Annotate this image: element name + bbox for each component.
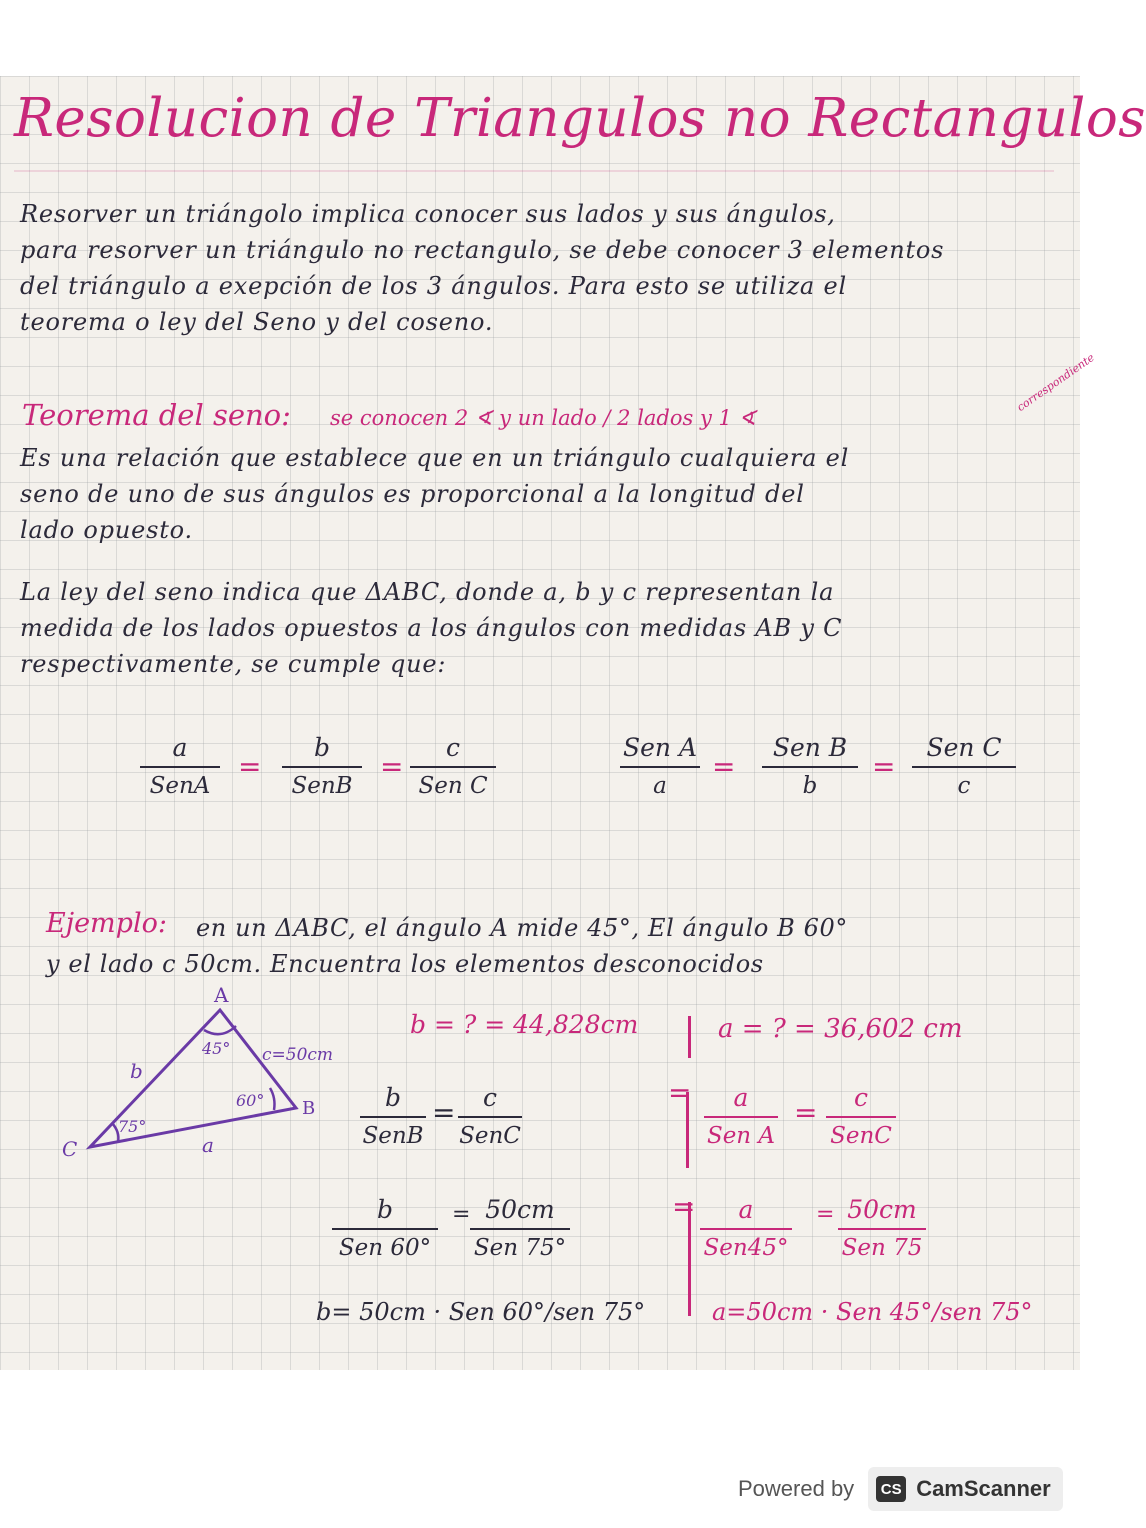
denominator: Sen 75°: [473, 1235, 567, 1261]
example-heading: Ejemplo:: [46, 908, 167, 939]
camscanner-logo-icon: CS: [876, 1476, 906, 1502]
denominator: b: [802, 773, 818, 799]
fraction-bar: [826, 1116, 896, 1118]
intro-line-3: del triángulo a exepción de los 3 ángulos. Para esto se utiliza el: [20, 272, 847, 300]
camscanner-watermark: [738, 1466, 1063, 1512]
fraction-bar: [332, 1228, 438, 1230]
numerator: a: [738, 1195, 754, 1224]
side-label-a: a: [202, 1133, 214, 1157]
equals-sign: =: [816, 1202, 835, 1227]
denominator: Sen C: [418, 773, 488, 799]
equals-sign: =: [668, 1076, 692, 1109]
equals-sign: =: [432, 1096, 456, 1129]
a-result: a=50cm · Sen 45°/sen 75°: [712, 1298, 1033, 1326]
camscanner-brand: CamScanner: [916, 1476, 1051, 1501]
numerator: 50cm: [485, 1195, 555, 1224]
side-label-c: c=50cm: [262, 1045, 334, 1065]
b-solution-header: b = ? = 44,828cm: [410, 1010, 639, 1039]
denominator: c: [957, 773, 971, 799]
powered-by-label: Powered by: [738, 1476, 855, 1501]
numerator: c: [482, 1083, 497, 1112]
equals-sign: =: [872, 750, 896, 783]
fraction-bar: [282, 766, 362, 768]
fraction-a-over-sena: [140, 732, 220, 802]
fraction-senb-over-b: [762, 732, 858, 802]
denominator: SenB: [291, 773, 353, 799]
divider-line: [688, 1016, 691, 1058]
definition-line-2: seno de uno de sus ángulos es proporcional a la longitud del: [20, 480, 805, 508]
fraction-bar: [458, 1116, 522, 1118]
denominator: SenA: [149, 773, 211, 799]
equals-sign: =: [794, 1096, 818, 1129]
numerator: Sen A: [622, 733, 698, 762]
numerator: c: [853, 1083, 868, 1112]
b-fraction-1: [360, 1082, 426, 1152]
vertex-label-c: C: [62, 1137, 78, 1161]
law-line-1: La ley del seno indica que ΔABC, donde a, b y c representan la: [20, 578, 835, 606]
fraction-c-over-senc: [410, 732, 496, 802]
fraction-bar: [620, 766, 700, 768]
numerator: a: [733, 1083, 749, 1112]
fraction-bar: [762, 766, 858, 768]
intro-line-1: Resorver un triángolo implica conocer sus lados y sus ángulos,: [20, 200, 836, 228]
fraction-senc-over-c: [912, 732, 1016, 802]
b-fraction-3: [332, 1194, 438, 1264]
fraction-bar: [912, 766, 1016, 768]
fraction-bar: [470, 1228, 570, 1230]
fraction-bar: [700, 1228, 792, 1230]
definition-line-3: lado opuesto.: [20, 516, 193, 544]
numerator: b: [313, 733, 330, 762]
law-line-3: respectivamente, se cumple que:: [20, 650, 447, 678]
b-fraction-4: [470, 1194, 570, 1264]
theorem-condition: se conocen 2 ∢ y un lado / 2 lados y 1 ∢: [330, 406, 757, 430]
a-solution-header: a = ? = 36,602 cm: [718, 1014, 963, 1044]
fraction-bar: [360, 1116, 426, 1118]
denominator: Sen 60°: [338, 1235, 432, 1261]
theorem-heading: Teorema del seno:: [22, 398, 291, 432]
fraction-bar: [704, 1116, 778, 1118]
fraction-bar: [410, 766, 496, 768]
numerator: c: [445, 733, 460, 762]
example-text-line-1: en un ΔABC, el ángulo A mide 45°, El ángulo B 60°: [196, 914, 848, 942]
fraction-bar: [838, 1228, 926, 1230]
numerator: 50cm: [847, 1195, 917, 1224]
angle-arc-a: [204, 1026, 236, 1034]
definition-line-1: Es una relación que establece que en un triángulo cualquiera el: [20, 444, 850, 472]
equals-sign: =: [452, 1202, 471, 1227]
denominator: Sen45°: [703, 1235, 789, 1261]
a-fraction-4: [838, 1194, 926, 1264]
numerator: Sen C: [926, 733, 1002, 762]
example-text-line-2: y el lado c 50cm. Encuentra los elementos desconocidos: [46, 950, 764, 978]
denominator: a: [653, 773, 667, 799]
triangle-diagram: [56, 982, 376, 1172]
angle-label-c: 75°: [118, 1117, 147, 1136]
vertex-label-a: A: [214, 983, 229, 1007]
numerator: Sen B: [772, 733, 848, 762]
equals-sign: =: [712, 750, 736, 783]
numerator: a: [172, 733, 188, 762]
equals-sign: =: [672, 1190, 696, 1223]
fraction-b-over-senb: [282, 732, 362, 802]
intro-line-4: teorema o ley del Seno y del coseno.: [20, 308, 494, 336]
denominator: SenB: [362, 1123, 424, 1149]
b-fraction-2: [458, 1082, 522, 1152]
fraction-sena-over-a: [620, 732, 700, 802]
a-fraction-2: [826, 1082, 896, 1152]
notebook-page: [0, 76, 1146, 1370]
denominator: Sen A: [706, 1123, 776, 1149]
denominator: SenC: [830, 1123, 892, 1149]
equals-sign: =: [380, 750, 404, 783]
numerator: b: [384, 1083, 401, 1112]
page-title: Resolucion de Triangulos no Rectangulos: [14, 88, 1146, 149]
side-label-b: b: [130, 1059, 143, 1083]
fraction-bar: [140, 766, 220, 768]
angle-arc-b: [270, 1088, 275, 1110]
numerator: b: [376, 1195, 393, 1224]
a-fraction-1: [704, 1082, 778, 1152]
denominator: Sen 75: [841, 1235, 923, 1261]
law-line-2: medida de los lados opuestos a los ángulos con medidas AB y C: [20, 614, 843, 642]
title-underline: [14, 170, 1054, 172]
vertex-label-b: B: [302, 1098, 316, 1119]
b-result: b= 50cm · Sen 60°/sen 75°: [316, 1298, 646, 1326]
camscanner-badge: [868, 1467, 1063, 1511]
intro-line-2: para resorver un triángulo no rectangulo, se debe conocer 3 elementos: [20, 236, 945, 264]
denominator: SenC: [459, 1123, 521, 1149]
a-fraction-3: [700, 1194, 792, 1264]
equals-sign: =: [238, 750, 262, 783]
angle-label-b: 60°: [236, 1091, 265, 1110]
angle-label-a: 45°: [202, 1039, 231, 1058]
margin-note: correspondiente: [1014, 350, 1097, 415]
